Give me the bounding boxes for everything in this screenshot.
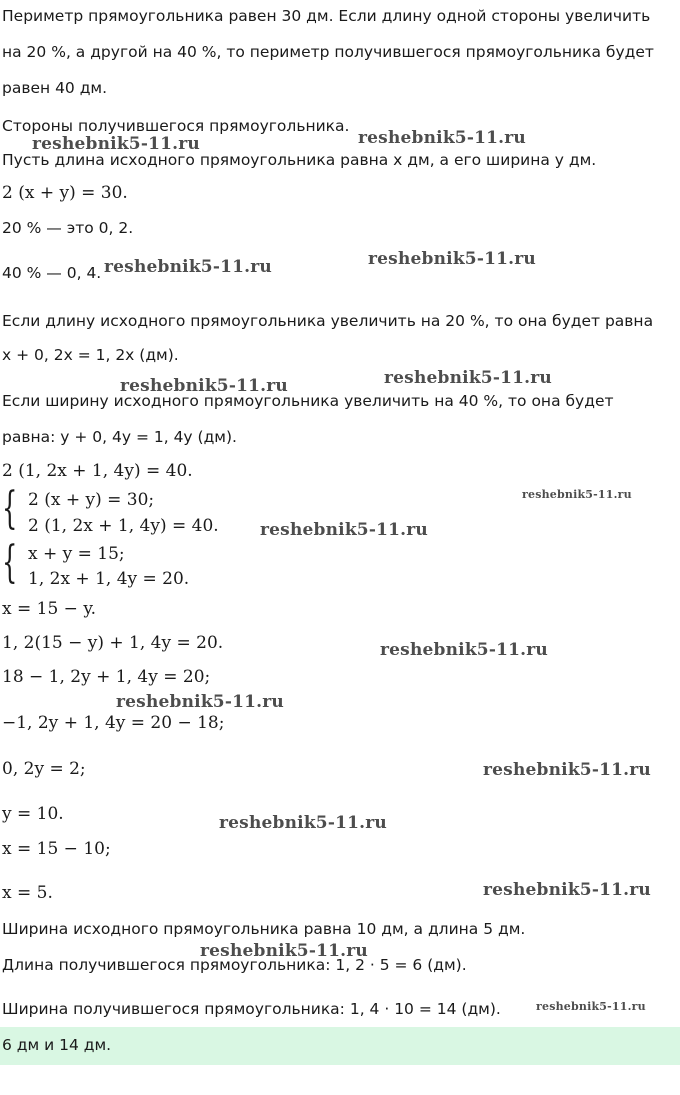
system-brace: { <box>2 483 18 534</box>
watermark: reshebnik5-11.ru <box>536 1000 646 1013</box>
equation: y = 10. <box>2 804 64 824</box>
solution-line: Ширина исходного прямоугольника равна 10 дм, а длина 5 дм. <box>2 920 526 938</box>
answer-box <box>0 1027 680 1065</box>
solution-line: 40 % — 0, 4. <box>2 264 102 282</box>
equation: 18 − 1, 2y + 1, 4y = 20; <box>2 667 211 687</box>
system-brace: { <box>2 537 18 588</box>
solution-line: Ширина получившегося прямоугольника: 1, 4 · 10 = 14 (дм). <box>2 1000 501 1018</box>
equation: 2 (x + y) = 30. <box>2 183 128 203</box>
watermark: reshebnik5-11.ru <box>522 488 632 501</box>
question-text: Стороны получившегося прямоугольника. <box>2 117 350 135</box>
solution-line: Пусть длина исходного прямоугольника равна x дм, а его ширина y дм. <box>2 151 597 169</box>
watermark: reshebnik5-11.ru <box>32 134 200 154</box>
solution-line: Если ширину исходного прямоугольника увеличить на 40 %, то она будет <box>2 392 614 410</box>
watermark: reshebnik5-11.ru <box>380 640 548 660</box>
problem-line-2: на 20 %, а другой на 40 %, то периметр получившегося прямоугольника будет <box>2 43 654 61</box>
equation: 1, 2(15 − y) + 1, 4y = 20. <box>2 633 224 653</box>
watermark: reshebnik5-11.ru <box>384 368 552 388</box>
watermark: reshebnik5-11.ru <box>483 760 651 780</box>
solution-line: x + 0, 2x = 1, 2x (дм). <box>2 346 179 364</box>
watermark: reshebnik5-11.ru <box>120 376 288 396</box>
equation: −1, 2y + 1, 4y = 20 − 18; <box>2 713 225 733</box>
watermark: reshebnik5-11.ru <box>368 249 536 269</box>
watermark: reshebnik5-11.ru <box>260 520 428 540</box>
problem-line-3: равен 40 дм. <box>2 79 108 97</box>
system-2-eq-b: 1, 2x + 1, 4y = 20. <box>28 569 190 589</box>
solution-line: равна: y + 0, 4y = 1, 4y (дм). <box>2 428 237 446</box>
equation: x = 5. <box>2 883 53 903</box>
equation: x = 15 − 10; <box>2 839 111 859</box>
equation: 0, 2y = 2; <box>2 759 86 779</box>
system-1-eq-b: 2 (1, 2x + 1, 4y) = 40. <box>28 516 219 536</box>
equation: x = 15 − y. <box>2 599 97 619</box>
system-2-eq-a: x + y = 15; <box>28 544 125 564</box>
solution-line: Если длину исходного прямоугольника увеличить на 20 %, то она будет равна <box>2 312 654 330</box>
watermark: reshebnik5-11.ru <box>200 941 368 961</box>
solution-line: 20 % — это 0, 2. <box>2 219 134 237</box>
watermark: reshebnik5-11.ru <box>104 257 272 277</box>
answer-text: 6 дм и 14 дм. <box>2 1036 112 1054</box>
system-1-eq-a: 2 (x + y) = 30; <box>28 490 155 510</box>
watermark: reshebnik5-11.ru <box>116 692 284 712</box>
watermark: reshebnik5-11.ru <box>483 880 651 900</box>
solution-line: Длина получившегося прямоугольника: 1, 2 · 5 = 6 (дм). <box>2 956 467 974</box>
watermark: reshebnik5-11.ru <box>358 128 526 148</box>
problem-line-1: Периметр прямоугольника равен 30 дм. Если длину одной стороны увеличить <box>2 7 651 25</box>
watermark: reshebnik5-11.ru <box>219 813 387 833</box>
equation: 2 (1, 2x + 1, 4y) = 40. <box>2 461 193 481</box>
